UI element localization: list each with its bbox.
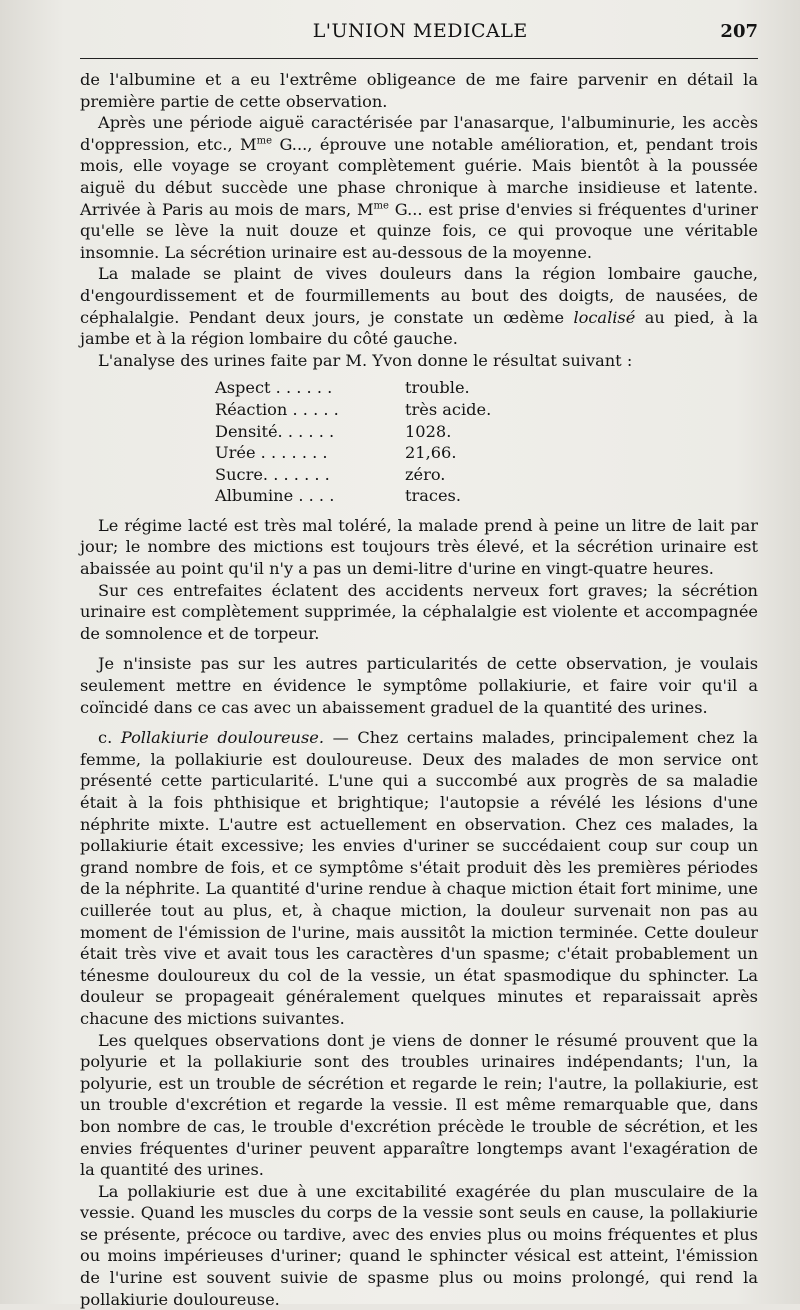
section-letter: c.	[98, 728, 113, 748]
journal-title: L'UNION MEDICALE	[312, 20, 528, 42]
table-row: Aspect . . . . . . trouble.	[215, 378, 470, 398]
table-row: Réaction . . . . . très acide.	[215, 399, 492, 419]
table-row: Densité. . . . . . 1028.	[215, 421, 452, 441]
paragraph-4: L'analyse des urines faite par M. Yvon donne le résultat suivant :	[98, 350, 633, 370]
section-heading: Pollakiurie douloureuse.	[120, 728, 324, 748]
section-c-paragraph: c. Pollakiurie douloureuse. — Chez certains malades, principalement chez la femme, la pollakiurie est douloureuse. Deux des malades de mon service ont présenté cette particularité. L'une qui a succombé aux progrès de sa maladie était à la fois phthisique et brightique; l'autopsie a révélé les lésions d'une néphrite mixte. L'autre est actuellement en observation. Chez ces malades, la pollakiurie était excessive; les envies d'uriner se succédaient coup sur coup un grand nombre de fois, et ce symptôme s'était produit dès les premières périodes de la néphrite. La quantité d'urine rendue à chaque miction était fort minime, une cuillerée tout au plus, et, à chaque miction, la douleur survenait non pas au moment de l'émission de l'urine, mais aussitôt la miction terminée. Cette douleur était très vive et avait tous les caractères d'un spasme; c'était probablement un ténesme douloureux du col de la vessie, un état spasmodique du sphincter. La douleur se propageait généralement quelques minutes et reparaissait après chacune des mictions suivantes.	[80, 728, 758, 1028]
paragraph-6: Sur ces entrefaites éclatent des accidents nerveux fort graves; la sécrétion urinaire est complètement supprimée, la céphalalgie est violente et accompagnée de somnolence et de torpeur.	[80, 580, 758, 643]
table-row: Albumine . . . . traces.	[215, 486, 461, 506]
mme-superscript: me	[373, 200, 389, 212]
urine-analysis-table	[215, 377, 758, 507]
paragraph-2: Après une période aiguë caractérisée par l'anasarque, l'albuminurie, les accès d'oppression, etc., $M^{me}$ G..., éprouve une notable amélioration, et, pendant trois mois, elle voyage se croyant complètement guérie. Mais bientôt à la poussée aiguë du début succède une phase chronique à marche insidieuse et latente. Arrivée à Paris au mois de mars, $M^{me}$ G... est prise d'envies si fréquentes d'uriner qu'elle se lève la nuit douze et quinze fois, ce qui provoque une véritable insomnie. La sécrétion urinaire est au-dessous de la moyenne.	[80, 113, 758, 262]
header-rule	[80, 58, 758, 59]
paragraph-10: La pollakiurie est due à une excitabilité exagérée du plan musculaire de la vessie. Quand les muscles du corps de la vessie sont seuls en cause, la pollakiurie se présente, précoce ou tardive, avec des envies plus ou moins fréquentes et plus ou moins impérieuses d'uriner; quand le sphincter vésical est atteint, l'émission de l'urine est souvent suivie de spasme plus ou moins prolongé, qui rend la pollakiurie douloureuse.	[80, 1181, 758, 1309]
table-row: Sucre. . . . . . . zéro.	[215, 464, 446, 484]
paragraph-3: La malade se plaint de vives douleurs dans la région lombaire gauche, d'engourdissement et de fourmillements au bout des doigts, de nausées, de céphalalgie. Pendant deux jours, je constate un œdème localisé au pied, à la jambe et à la région lombaire du côté gauche.	[80, 264, 758, 349]
italic-localise: localisé	[573, 307, 636, 327]
paragraph-5: Le régime lacté est très mal toléré, la malade prend à peine un litre de lait par jour; le nombre des mictions est toujours très élevé, et la sécrétion urinaire est abaissée au point qu'il n'y a pas un demi-litre d'urine en vingt-quatre heures.	[80, 515, 758, 579]
page-number: 207	[720, 21, 758, 42]
paragraph-9: Les quelques observations dont je viens de donner le résumé prouvent que la polyurie et la pollakiurie sont des troubles urinaires indépendants; l'un, la polyurie, est un trouble de sécrétion et regarde le rein; l'autre, la pollakiurie, est un trouble d'excrétion et regarde la vessie. Il est même remarquable que, dans bon nombre de cas, le trouble d'excrétion précède le trouble de sécrétion, et les envies fréquentes d'uriner peuvent apparaître longtemps avant l'exagération de la quantité des urines.	[80, 1030, 758, 1180]
mme-superscript: me	[256, 135, 273, 147]
paragraph-7: Je n'insiste pas sur les autres particularités de cette observation, je voulais seulement mettre en évidence le symptôme pollakiurie, et faire voir qu'il a coïncidé dans ce cas avec un abaissement graduel de la quantité des urines.	[80, 654, 758, 717]
running-header	[80, 20, 758, 52]
table-row: Urée . . . . . . . 21,66.	[215, 443, 457, 463]
paragraph-1: de l'albumine et a eu l'extrême obligeance de me faire parvenir en détail la première partie de cette observation.	[80, 70, 758, 111]
